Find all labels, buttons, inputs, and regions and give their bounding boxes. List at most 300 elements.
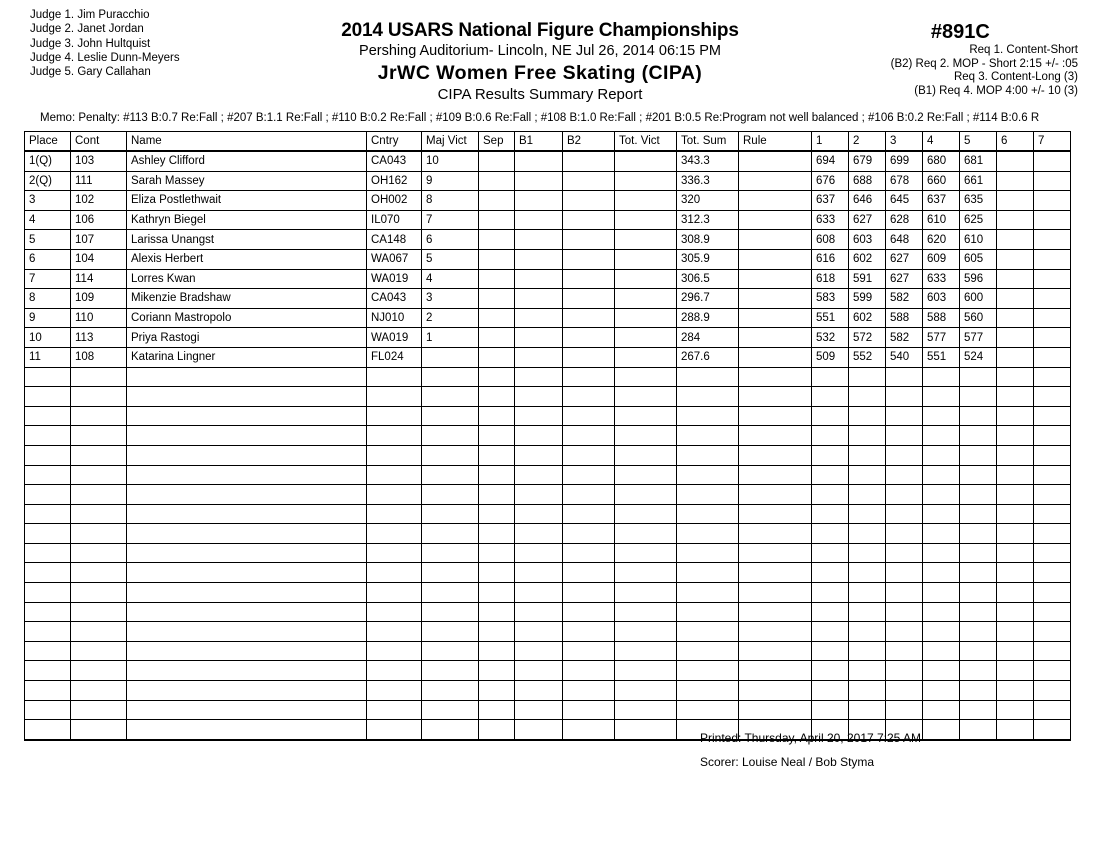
cell-empty xyxy=(25,700,71,720)
cell-empty xyxy=(71,367,127,387)
cell-empty xyxy=(923,387,960,407)
cell-judge-2-score: 602 xyxy=(849,308,886,328)
requirement-line: Req 3. Content-Long (3) xyxy=(953,71,1078,84)
cell-judge-3-score: 645 xyxy=(886,191,923,211)
cell-skater-name: Ashley Clifford xyxy=(127,151,367,171)
cell-empty xyxy=(615,485,677,505)
cell-empty xyxy=(71,602,127,622)
cell-empty xyxy=(563,681,615,701)
cell-empty xyxy=(812,681,849,701)
cell-empty xyxy=(739,543,812,563)
cell-judge-3-score: 588 xyxy=(886,308,923,328)
cell-empty xyxy=(739,524,812,544)
cell-judge-6-score xyxy=(997,347,1034,367)
cell-majority-victories: 4 xyxy=(422,269,479,289)
cell-rule xyxy=(739,210,812,230)
cell-empty xyxy=(515,367,563,387)
cell-bonus-2 xyxy=(563,249,615,269)
cell-empty xyxy=(71,681,127,701)
cell-empty xyxy=(677,622,739,642)
cell-empty xyxy=(479,406,515,426)
cell-empty xyxy=(615,465,677,485)
memo-penalty-line: Memo: Penalty: #113 B:0.7 Re:Fall ; #207 B:1.1 Re:Fall ; #110 B:0.2 Re:Fall ; #109 B:0.6 Re:Fall ; #108 B:1.0 Re:Fall ; #201 B:0.5 Re:Program not well balanced ; #106 B:0.2 Re:Fall ; #114 B:0.6 R xyxy=(40,112,1040,124)
cell-total-sum: 320 xyxy=(677,191,739,211)
cell-judge-4-score: 588 xyxy=(923,308,960,328)
cell-empty xyxy=(886,700,923,720)
cell-empty xyxy=(677,465,739,485)
cell-empty xyxy=(812,387,849,407)
cell-empty xyxy=(960,465,997,485)
cell-empty xyxy=(25,426,71,446)
cell-empty xyxy=(886,524,923,544)
cell-empty xyxy=(886,661,923,681)
cell-empty xyxy=(367,504,422,524)
cell-empty xyxy=(923,485,960,505)
cell-empty xyxy=(515,641,563,661)
cell-empty xyxy=(1034,543,1071,563)
cell-empty xyxy=(997,563,1034,583)
table-row-empty xyxy=(25,445,1071,465)
cell-empty xyxy=(960,583,997,603)
cell-empty xyxy=(1034,426,1071,446)
column-header-tot-sum: Tot. Sum xyxy=(677,132,739,152)
cell-empty xyxy=(479,720,515,740)
cell-empty xyxy=(1034,583,1071,603)
cell-empty xyxy=(849,641,886,661)
cell-skater-name: Kathryn Biegel xyxy=(127,210,367,230)
cell-empty xyxy=(71,426,127,446)
cell-judge-7-score xyxy=(1034,249,1071,269)
cell-empty xyxy=(997,661,1034,681)
cell-empty xyxy=(997,641,1034,661)
cell-empty xyxy=(886,426,923,446)
cell-empty xyxy=(127,524,367,544)
cell-separation xyxy=(479,289,515,309)
cell-empty xyxy=(71,720,127,740)
cell-empty xyxy=(127,485,367,505)
cell-judge-4-score: 680 xyxy=(923,151,960,171)
cell-empty xyxy=(479,387,515,407)
cell-empty xyxy=(479,504,515,524)
cell-bonus-1 xyxy=(515,347,563,367)
cell-empty xyxy=(71,622,127,642)
cell-empty xyxy=(515,622,563,642)
cell-empty xyxy=(849,504,886,524)
cell-country-code: WA019 xyxy=(367,328,422,348)
cell-empty xyxy=(367,661,422,681)
cell-judge-2-score: 591 xyxy=(849,269,886,289)
cell-empty xyxy=(960,622,997,642)
table-row-empty xyxy=(25,563,1071,583)
cell-empty xyxy=(886,563,923,583)
cell-empty xyxy=(886,485,923,505)
cell-empty xyxy=(739,700,812,720)
cell-judge-1-score: 532 xyxy=(812,328,849,348)
cell-empty xyxy=(739,465,812,485)
judge-entry: Judge 5. Gary Callahan xyxy=(30,66,151,79)
cell-empty xyxy=(960,563,997,583)
cell-empty xyxy=(886,367,923,387)
cell-empty xyxy=(923,406,960,426)
cell-empty xyxy=(563,563,615,583)
cell-empty xyxy=(127,504,367,524)
cell-empty xyxy=(677,543,739,563)
cell-empty xyxy=(422,720,479,740)
cell-empty xyxy=(615,681,677,701)
cell-empty xyxy=(25,681,71,701)
cell-contestant-number: 113 xyxy=(71,328,127,348)
cell-empty xyxy=(25,622,71,642)
cell-empty xyxy=(997,387,1034,407)
cell-place: 8 xyxy=(25,289,71,309)
cell-empty xyxy=(71,563,127,583)
cell-empty xyxy=(71,445,127,465)
cell-empty xyxy=(367,602,422,622)
cell-empty xyxy=(615,641,677,661)
cell-empty xyxy=(479,367,515,387)
report-subtitle: CIPA Results Summary Report xyxy=(437,86,643,103)
cell-empty xyxy=(812,445,849,465)
cell-judge-5-score: 681 xyxy=(960,151,997,171)
cell-judge-7-score xyxy=(1034,210,1071,230)
cell-judge-5-score: 596 xyxy=(960,269,997,289)
cell-total-sum: 288.9 xyxy=(677,308,739,328)
cell-contestant-number: 114 xyxy=(71,269,127,289)
cell-bonus-2 xyxy=(563,151,615,171)
cell-majority-victories: 9 xyxy=(422,171,479,191)
cell-empty xyxy=(997,700,1034,720)
cell-skater-name: Sarah Massey xyxy=(127,171,367,191)
event-title: 2014 USARS National Figure Championships xyxy=(341,20,739,41)
cell-empty xyxy=(515,504,563,524)
cell-empty xyxy=(25,563,71,583)
cell-empty xyxy=(997,445,1034,465)
cell-empty xyxy=(563,406,615,426)
cell-empty xyxy=(422,485,479,505)
cell-empty xyxy=(479,681,515,701)
cell-judge-6-score xyxy=(997,230,1034,250)
cell-total-victories xyxy=(615,347,677,367)
cell-empty xyxy=(1034,602,1071,622)
cell-empty xyxy=(739,504,812,524)
cell-empty xyxy=(367,622,422,642)
cell-empty xyxy=(127,641,367,661)
cell-empty xyxy=(812,700,849,720)
cell-total-sum: 284 xyxy=(677,328,739,348)
printed-timestamp: Printed: Thursday, April 20, 2017 7:25 AM xyxy=(700,731,922,745)
table-row xyxy=(25,151,1071,171)
cell-contestant-number: 107 xyxy=(71,230,127,250)
cell-judge-7-score xyxy=(1034,191,1071,211)
cell-skater-name: Alexis Herbert xyxy=(127,249,367,269)
cell-judge-7-score xyxy=(1034,230,1071,250)
cell-judge-1-score: 676 xyxy=(812,171,849,191)
cell-empty xyxy=(677,681,739,701)
cell-empty xyxy=(615,563,677,583)
requirement-line: (B2) Req 2. MOP - Short 2:15 +/- :05 xyxy=(890,57,1078,70)
table-row-empty xyxy=(25,622,1071,642)
cell-empty xyxy=(25,661,71,681)
column-header-b2: B2 xyxy=(563,132,615,152)
cell-empty xyxy=(479,563,515,583)
cell-judge-1-score: 551 xyxy=(812,308,849,328)
cell-contestant-number: 111 xyxy=(71,171,127,191)
cell-empty xyxy=(886,641,923,661)
cell-judge-1-score: 618 xyxy=(812,269,849,289)
cell-empty xyxy=(25,387,71,407)
cell-empty xyxy=(849,563,886,583)
cell-separation xyxy=(479,151,515,171)
cell-empty xyxy=(997,406,1034,426)
cell-empty xyxy=(677,387,739,407)
cell-place: 7 xyxy=(25,269,71,289)
cell-empty xyxy=(677,583,739,603)
cell-judge-5-score: 605 xyxy=(960,249,997,269)
cell-empty xyxy=(615,622,677,642)
table-row-empty xyxy=(25,426,1071,446)
column-header-judge-6: 6 xyxy=(997,132,1034,152)
table-row-empty xyxy=(25,700,1071,720)
cell-empty xyxy=(367,445,422,465)
report-footer xyxy=(700,726,921,774)
cell-bonus-2 xyxy=(563,269,615,289)
cell-bonus-1 xyxy=(515,191,563,211)
cell-empty xyxy=(422,406,479,426)
cell-empty xyxy=(739,387,812,407)
cell-empty xyxy=(367,681,422,701)
cell-empty xyxy=(515,583,563,603)
cell-majority-victories: 5 xyxy=(422,249,479,269)
cell-empty xyxy=(615,445,677,465)
cell-empty xyxy=(515,485,563,505)
table-row xyxy=(25,171,1071,191)
cell-empty xyxy=(812,485,849,505)
cell-separation xyxy=(479,347,515,367)
cell-empty xyxy=(615,524,677,544)
column-header-cntry: Cntry xyxy=(367,132,422,152)
cell-empty xyxy=(923,524,960,544)
cell-empty xyxy=(515,406,563,426)
cell-majority-victories: 10 xyxy=(422,151,479,171)
cell-rule xyxy=(739,171,812,191)
cell-empty xyxy=(615,700,677,720)
cell-empty xyxy=(677,504,739,524)
cell-empty xyxy=(25,720,71,740)
cell-empty xyxy=(923,543,960,563)
cell-empty xyxy=(677,661,739,681)
cell-empty xyxy=(997,524,1034,544)
cell-contestant-number: 110 xyxy=(71,308,127,328)
table-row-empty xyxy=(25,504,1071,524)
cell-empty xyxy=(127,445,367,465)
cell-judge-5-score: 577 xyxy=(960,328,997,348)
cell-contestant-number: 106 xyxy=(71,210,127,230)
cell-empty xyxy=(812,622,849,642)
cell-empty xyxy=(615,661,677,681)
cell-empty xyxy=(367,524,422,544)
column-header-tot-vict: Tot. Vict xyxy=(615,132,677,152)
cell-judge-2-score: 627 xyxy=(849,210,886,230)
table-header-row xyxy=(25,132,1071,152)
cell-empty xyxy=(960,445,997,465)
cell-empty xyxy=(739,641,812,661)
cell-bonus-2 xyxy=(563,171,615,191)
cell-judge-7-score xyxy=(1034,289,1071,309)
cell-empty xyxy=(739,563,812,583)
venue-datetime: Pershing Auditorium- Lincoln, NE Jul 26, 2014 06:15 PM xyxy=(359,43,721,59)
cell-empty xyxy=(25,504,71,524)
cell-empty xyxy=(923,465,960,485)
column-header-name: Name xyxy=(127,132,367,152)
cell-empty xyxy=(615,602,677,622)
cell-empty xyxy=(739,661,812,681)
cell-bonus-1 xyxy=(515,289,563,309)
cell-empty xyxy=(71,465,127,485)
cell-judge-4-score: 551 xyxy=(923,347,960,367)
cell-rule xyxy=(739,191,812,211)
cell-empty xyxy=(960,700,997,720)
cell-judge-6-score xyxy=(997,151,1034,171)
cell-empty xyxy=(25,583,71,603)
cell-empty xyxy=(812,406,849,426)
cell-empty xyxy=(1034,445,1071,465)
cell-empty xyxy=(1034,367,1071,387)
cell-empty xyxy=(1034,563,1071,583)
cell-empty xyxy=(367,426,422,446)
cell-empty xyxy=(997,583,1034,603)
cell-empty xyxy=(812,543,849,563)
cell-empty xyxy=(1034,524,1071,544)
cell-total-sum: 305.9 xyxy=(677,249,739,269)
cell-empty xyxy=(997,485,1034,505)
cell-empty xyxy=(677,563,739,583)
cell-empty xyxy=(997,543,1034,563)
cell-empty xyxy=(960,661,997,681)
cell-bonus-2 xyxy=(563,289,615,309)
cell-empty xyxy=(367,563,422,583)
cell-judge-3-score: 678 xyxy=(886,171,923,191)
column-header-judge-7: 7 xyxy=(1034,132,1071,152)
cell-empty xyxy=(960,426,997,446)
table-row xyxy=(25,210,1071,230)
table-row-empty xyxy=(25,583,1071,603)
cell-country-code: NJ010 xyxy=(367,308,422,328)
cell-empty xyxy=(615,367,677,387)
cell-contestant-number: 108 xyxy=(71,347,127,367)
cell-total-victories xyxy=(615,171,677,191)
cell-empty xyxy=(1034,387,1071,407)
table-row xyxy=(25,347,1071,367)
cell-empty xyxy=(127,387,367,407)
cell-empty xyxy=(563,465,615,485)
cell-empty xyxy=(739,406,812,426)
cell-bonus-2 xyxy=(563,230,615,250)
cell-majority-victories xyxy=(422,347,479,367)
cell-empty xyxy=(367,465,422,485)
cell-empty xyxy=(615,426,677,446)
cell-empty xyxy=(886,583,923,603)
cell-bonus-1 xyxy=(515,328,563,348)
cell-empty xyxy=(923,504,960,524)
cell-empty xyxy=(422,465,479,485)
cell-majority-victories: 7 xyxy=(422,210,479,230)
column-header-rule: Rule xyxy=(739,132,812,152)
cell-empty xyxy=(812,583,849,603)
cell-empty xyxy=(677,602,739,622)
cell-empty xyxy=(515,543,563,563)
cell-empty xyxy=(849,465,886,485)
cell-empty xyxy=(127,720,367,740)
cell-empty xyxy=(515,602,563,622)
cell-total-sum: 343.3 xyxy=(677,151,739,171)
cell-bonus-1 xyxy=(515,210,563,230)
cell-separation xyxy=(479,191,515,211)
cell-empty xyxy=(71,504,127,524)
cell-skater-name: Priya Rastogi xyxy=(127,328,367,348)
cell-empty xyxy=(71,661,127,681)
cell-separation xyxy=(479,171,515,191)
cell-empty xyxy=(127,602,367,622)
column-header-sep: Sep xyxy=(479,132,515,152)
cell-empty xyxy=(479,700,515,720)
cell-empty xyxy=(960,720,997,740)
cell-empty xyxy=(422,367,479,387)
cell-country-code: FL024 xyxy=(367,347,422,367)
cell-empty xyxy=(849,602,886,622)
column-header-judge-4: 4 xyxy=(923,132,960,152)
cell-empty xyxy=(479,524,515,544)
cell-empty xyxy=(615,720,677,740)
cell-empty xyxy=(25,641,71,661)
cell-empty xyxy=(127,543,367,563)
cell-empty xyxy=(923,445,960,465)
cell-judge-5-score: 635 xyxy=(960,191,997,211)
cell-empty xyxy=(677,406,739,426)
cell-empty xyxy=(422,387,479,407)
cell-empty xyxy=(849,543,886,563)
cell-empty xyxy=(563,602,615,622)
cell-country-code: OH162 xyxy=(367,171,422,191)
cell-empty xyxy=(886,445,923,465)
cell-judge-6-score xyxy=(997,308,1034,328)
cell-empty xyxy=(923,426,960,446)
cell-empty xyxy=(127,426,367,446)
cell-empty xyxy=(515,524,563,544)
cell-bonus-1 xyxy=(515,151,563,171)
results-table-body xyxy=(25,151,1071,740)
cell-empty xyxy=(25,465,71,485)
cell-rule xyxy=(739,269,812,289)
judge-entry: Judge 4. Leslie Dunn-Meyers xyxy=(30,51,180,64)
cell-empty xyxy=(960,367,997,387)
cell-judge-1-score: 616 xyxy=(812,249,849,269)
cell-empty xyxy=(515,720,563,740)
cell-empty xyxy=(849,700,886,720)
cell-judge-6-score xyxy=(997,269,1034,289)
cell-judge-7-score xyxy=(1034,269,1071,289)
cell-judge-7-score xyxy=(1034,328,1071,348)
cell-judge-2-score: 603 xyxy=(849,230,886,250)
cell-empty xyxy=(479,465,515,485)
report-header xyxy=(290,20,790,105)
cell-empty xyxy=(367,406,422,426)
cell-empty xyxy=(422,543,479,563)
cell-empty xyxy=(422,661,479,681)
cell-empty xyxy=(849,387,886,407)
cell-judge-4-score: 610 xyxy=(923,210,960,230)
cell-empty xyxy=(25,524,71,544)
cell-empty xyxy=(422,681,479,701)
